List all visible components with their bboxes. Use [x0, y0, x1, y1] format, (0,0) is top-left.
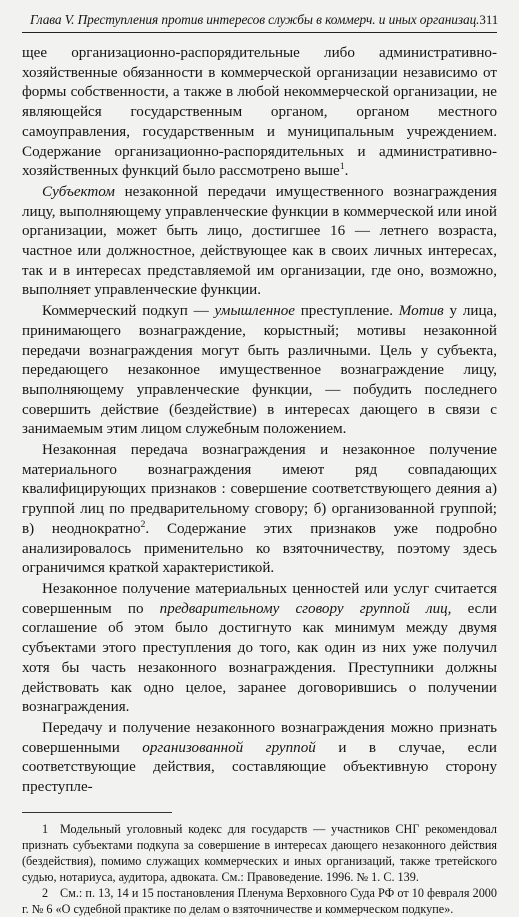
main-text [22, 44, 497, 798]
text-run: и в случае, если соответствующие действия, составляющие объективную сторону преступле- [22, 739, 497, 796]
footnote-number: 1 [42, 821, 49, 836]
text-run: Коммерческий подкуп — [42, 303, 215, 320]
paragraph [22, 719, 497, 798]
footnote [22, 885, 497, 917]
paragraph [22, 183, 497, 301]
footnote-ref[interactable]: 1 [339, 161, 345, 173]
emphasis-term: Субъектом [42, 183, 115, 200]
emphasis-term: организованной группой [142, 739, 316, 756]
footnote-divider [22, 812, 172, 813]
emphasis-term: умышленное [214, 303, 295, 320]
footnote [22, 821, 497, 885]
emphasis-term: Мотив [398, 303, 444, 320]
paragraph [22, 302, 497, 440]
paragraph [22, 441, 497, 579]
emphasis-term: предварительному сговору группой лиц, [159, 600, 452, 617]
running-header [22, 12, 497, 33]
footnotes [22, 821, 497, 917]
page-number: 311 [479, 12, 499, 27]
text-run: преступление. [294, 303, 399, 320]
text-run: щее организационно-распорядительные либо административно-хозяйственные обязанности в коммерческой организации независимо от формы собственности, а также в любой некоммерческой организации, не являющейся государственным органом, органом местного самоуправления, государственным и муниципальным учреждением. Содержание организационно-распорядительных и административно-хозяйственных функций было рассмотрено выше [22, 45, 497, 180]
paragraph [22, 44, 497, 182]
text-run: . [344, 163, 349, 180]
footnote-number: 2 [42, 885, 49, 900]
text-run: Незаконная передача вознаграждения и незаконное получение материального вознаграждения имеют ряд совпадающих квалифицирующих признаков : совершение соответствующего деяния а) группой лиц по предварительному сговору; б) организованной группой; в) неоднократно [22, 442, 497, 537]
footnote-text: Модельный уголовный кодекс для государств — участников СНГ рекомендовал признать субъектами подкупа за совершение в интересах дающего незаконного действия (бездействия), помимо служащих коммерческих и иных организаций, также третейского судью, нотариуса, аудитора, адвоката. См.: Правоведение. 1996. № 1. С. 139. [22, 821, 497, 884]
chapter-title: Глава V. Преступления против интересов службы в коммерч. и иных организац. [30, 12, 480, 27]
text-run: Незаконное получение материальных ценностей или услуг считается совершенным по [22, 580, 497, 617]
paragraph [22, 580, 497, 718]
text-run: . Содержание этих признаков уже подробно анализировалось применительно ко взяточничеству, поэтому здесь ограничимся краткой характеристикой. [22, 520, 497, 577]
text-run: Передачу и получение незаконного вознаграждения можно признать совершенными [22, 719, 497, 756]
footnote-ref[interactable]: 2 [140, 518, 146, 530]
footnote-text: См.: п. 13, 14 и 15 постановления Пленума Верховного Суда РФ от 10 февраля 2000 г. № 6 «О судебной практике по делам о взяточничестве и коммерческом подкупе». [22, 885, 497, 916]
text-run: если соглашение об этом было достигнуто как минимум между двумя субъектами этого преступления до того, как один из них уже получил хотя бы часть незаконного вознаграждения. Преступники должны действовать как одно целое, заранее договорившись о получении вознаграждения. [22, 600, 497, 716]
text-run: незаконной передачи имущественного вознаграждения лицу, выполняющему управленческие функции в коммерческой или иной организации, может быть лицо, достигшее 16 — летнего возраста, частное или должностное, действующее как в своих личных интересах, так и в интересах представляемой им организации, где оно, возможно, выполняет управленческие функции. [22, 183, 497, 299]
text-run: у лица, принимающего вознаграждение, корыстный; мотивы незаконной передачи вознаграждения могут быть различными. Цель у субъекта, передающего незаконное имущественное вознаграждение лицу, выполняющему управленческие функции, — побудить последнего совершить действие (бездействие) в интересах дающего в связи с занимаемым этим лицом служебным положением. [22, 303, 497, 438]
